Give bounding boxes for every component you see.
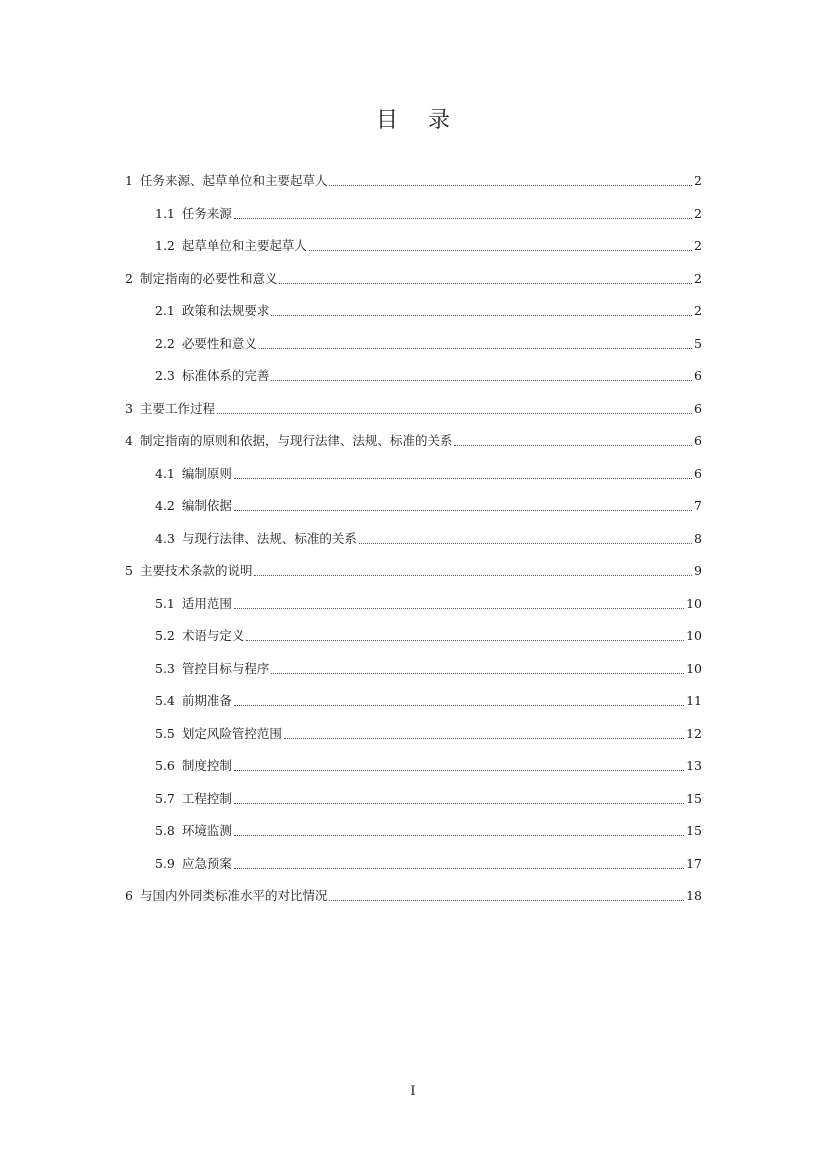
toc-entry-5-4[interactable]	[155, 690, 702, 712]
toc-page: 2	[694, 205, 702, 221]
toc-leader-dots	[271, 379, 692, 381]
toc-number: 5.5	[155, 725, 175, 741]
toc-entry-5[interactable]	[125, 560, 702, 582]
toc-entry-5-6[interactable]	[155, 755, 702, 777]
toc-page: 2	[694, 173, 702, 188]
toc-page: 2	[694, 303, 702, 318]
toc-entry-4[interactable]	[125, 430, 702, 452]
toc-leader-dots	[234, 834, 684, 836]
toc-number: 2.3	[155, 368, 175, 383]
toc-leader-dots	[234, 769, 684, 771]
toc-page: 12	[686, 725, 702, 741]
toc-number: 5.7	[155, 790, 175, 806]
toc-page: 15	[686, 823, 702, 838]
toc-label: 标准体系的完善	[181, 368, 270, 383]
toc-page: 6	[694, 433, 702, 448]
toc-page: 15	[686, 790, 702, 806]
toc-label: 制度控制	[181, 758, 232, 773]
toc-page: 6	[694, 400, 702, 416]
toc-page: 5	[694, 335, 702, 351]
toc-leader-dots	[329, 899, 684, 901]
toc-entry-1-1[interactable]	[155, 203, 702, 225]
toc-entry-5-2[interactable]	[155, 625, 702, 647]
toc-entry-3[interactable]	[125, 398, 702, 420]
toc-number: 5.6	[155, 758, 175, 773]
toc-entry-2-3[interactable]	[155, 365, 702, 387]
toc-leader-dots	[234, 867, 684, 869]
toc-entry-1-2[interactable]	[155, 235, 702, 257]
toc-number: 4	[125, 433, 133, 448]
toc-number: 1.1	[155, 205, 175, 221]
toc-page: 13	[686, 758, 702, 773]
toc-entry-2[interactable]	[125, 268, 702, 290]
toc-entry-5-7[interactable]	[155, 788, 702, 810]
toc-label: 划定风险管控范围	[181, 725, 282, 741]
toc-label: 编制原则	[181, 465, 232, 481]
toc-leader-dots	[234, 477, 692, 479]
toc-entry-4-3[interactable]	[155, 528, 702, 550]
toc-number: 5.1	[155, 595, 175, 611]
toc-entry-4-1[interactable]	[155, 463, 702, 485]
toc-number: 4.2	[155, 498, 175, 513]
toc-label: 管控目标与程序	[181, 660, 270, 676]
page-title: 目录	[375, 108, 480, 133]
toc-number: 5.2	[155, 628, 175, 643]
toc-label: 工程控制	[181, 790, 232, 806]
toc-page: 10	[686, 660, 702, 676]
toc-number: 5.3	[155, 660, 175, 676]
toc-label: 环境监测	[181, 823, 232, 838]
toc-number: 5.4	[155, 693, 175, 708]
toc-label: 术语与定义	[181, 628, 245, 643]
toc-number: 6	[125, 888, 133, 903]
toc-label: 与现行法律、法规、标准的关系	[181, 530, 357, 546]
toc-entry-2-2[interactable]	[155, 333, 702, 355]
toc-number: 1.2	[155, 238, 175, 253]
toc-page: 2	[694, 238, 702, 253]
toc-leader-dots	[234, 509, 692, 511]
toc-label: 任务来源	[181, 205, 232, 221]
toc-leader-dots	[329, 184, 692, 186]
toc-entry-5-3[interactable]	[155, 658, 702, 680]
toc-entry-1[interactable]	[125, 170, 702, 192]
toc-leader-dots	[279, 282, 692, 284]
toc-entry-5-1[interactable]	[155, 593, 702, 615]
toc-leader-dots	[234, 607, 684, 609]
toc-entry-2-1[interactable]	[155, 300, 702, 322]
toc-entry-5-5[interactable]	[155, 723, 702, 745]
toc-number: 5.9	[155, 855, 175, 871]
toc-leader-dots	[217, 412, 692, 414]
toc-label: 应急预案	[181, 855, 232, 871]
toc-leader-dots	[234, 704, 684, 706]
toc-page: 7	[694, 498, 702, 513]
toc-number: 4.1	[155, 465, 175, 481]
toc-page: 10	[686, 595, 702, 611]
toc-entry-5-8[interactable]	[155, 820, 702, 842]
toc-page: 8	[694, 530, 702, 546]
toc-page: 18	[686, 888, 702, 903]
toc-leader-dots	[246, 639, 684, 641]
toc-number: 1	[125, 173, 133, 188]
toc-number: 2	[125, 270, 133, 286]
toc-leader-dots	[359, 542, 692, 544]
toc-label: 政策和法规要求	[181, 303, 270, 318]
toc-label: 必要性和意义	[181, 335, 257, 351]
toc-number: 2.1	[155, 303, 175, 318]
toc-page: 11	[686, 693, 702, 708]
toc-number: 5	[125, 563, 133, 578]
toc-label: 与国内外同类标准水平的对比情况	[139, 888, 328, 903]
toc-label: 主要技术条款的说明	[139, 563, 253, 578]
toc-label: 编制依据	[181, 498, 232, 513]
toc-number: 4.3	[155, 530, 175, 546]
toc-label: 任务来源、起草单位和主要起草人	[139, 173, 328, 188]
toc-leader-dots	[234, 802, 684, 804]
toc-page: 17	[686, 855, 702, 871]
toc-leader-dots	[271, 314, 692, 316]
toc-leader-dots	[234, 217, 692, 219]
toc-leader-dots	[259, 347, 692, 349]
toc-label: 前期准备	[181, 693, 232, 708]
toc-page: 9	[694, 563, 702, 578]
toc-leader-dots	[454, 444, 692, 446]
toc-page: 6	[694, 465, 702, 481]
toc-label: 制定指南的原则和依据，与现行法律、法规、标准的关系	[139, 433, 453, 448]
toc-leader-dots	[309, 249, 692, 251]
toc-entry-4-2[interactable]	[155, 495, 702, 517]
toc-number: 5.8	[155, 823, 175, 838]
toc-entry-5-9[interactable]	[155, 853, 702, 875]
toc-number: 2.2	[155, 335, 175, 351]
page-number: I	[410, 1084, 416, 1099]
toc-number: 3	[125, 400, 133, 416]
toc-leader-dots	[271, 672, 684, 674]
toc-entry-6[interactable]	[125, 885, 702, 907]
toc-label: 制定指南的必要性和意义	[139, 270, 278, 286]
toc-label: 适用范围	[181, 595, 232, 611]
toc-leader-dots	[284, 737, 684, 739]
toc-label: 主要工作过程	[139, 400, 215, 416]
toc-page: 10	[686, 628, 702, 643]
toc-label: 起草单位和主要起草人	[181, 238, 307, 253]
toc-page: 6	[694, 368, 702, 383]
toc-page: 2	[694, 270, 702, 286]
toc-leader-dots	[254, 574, 692, 576]
